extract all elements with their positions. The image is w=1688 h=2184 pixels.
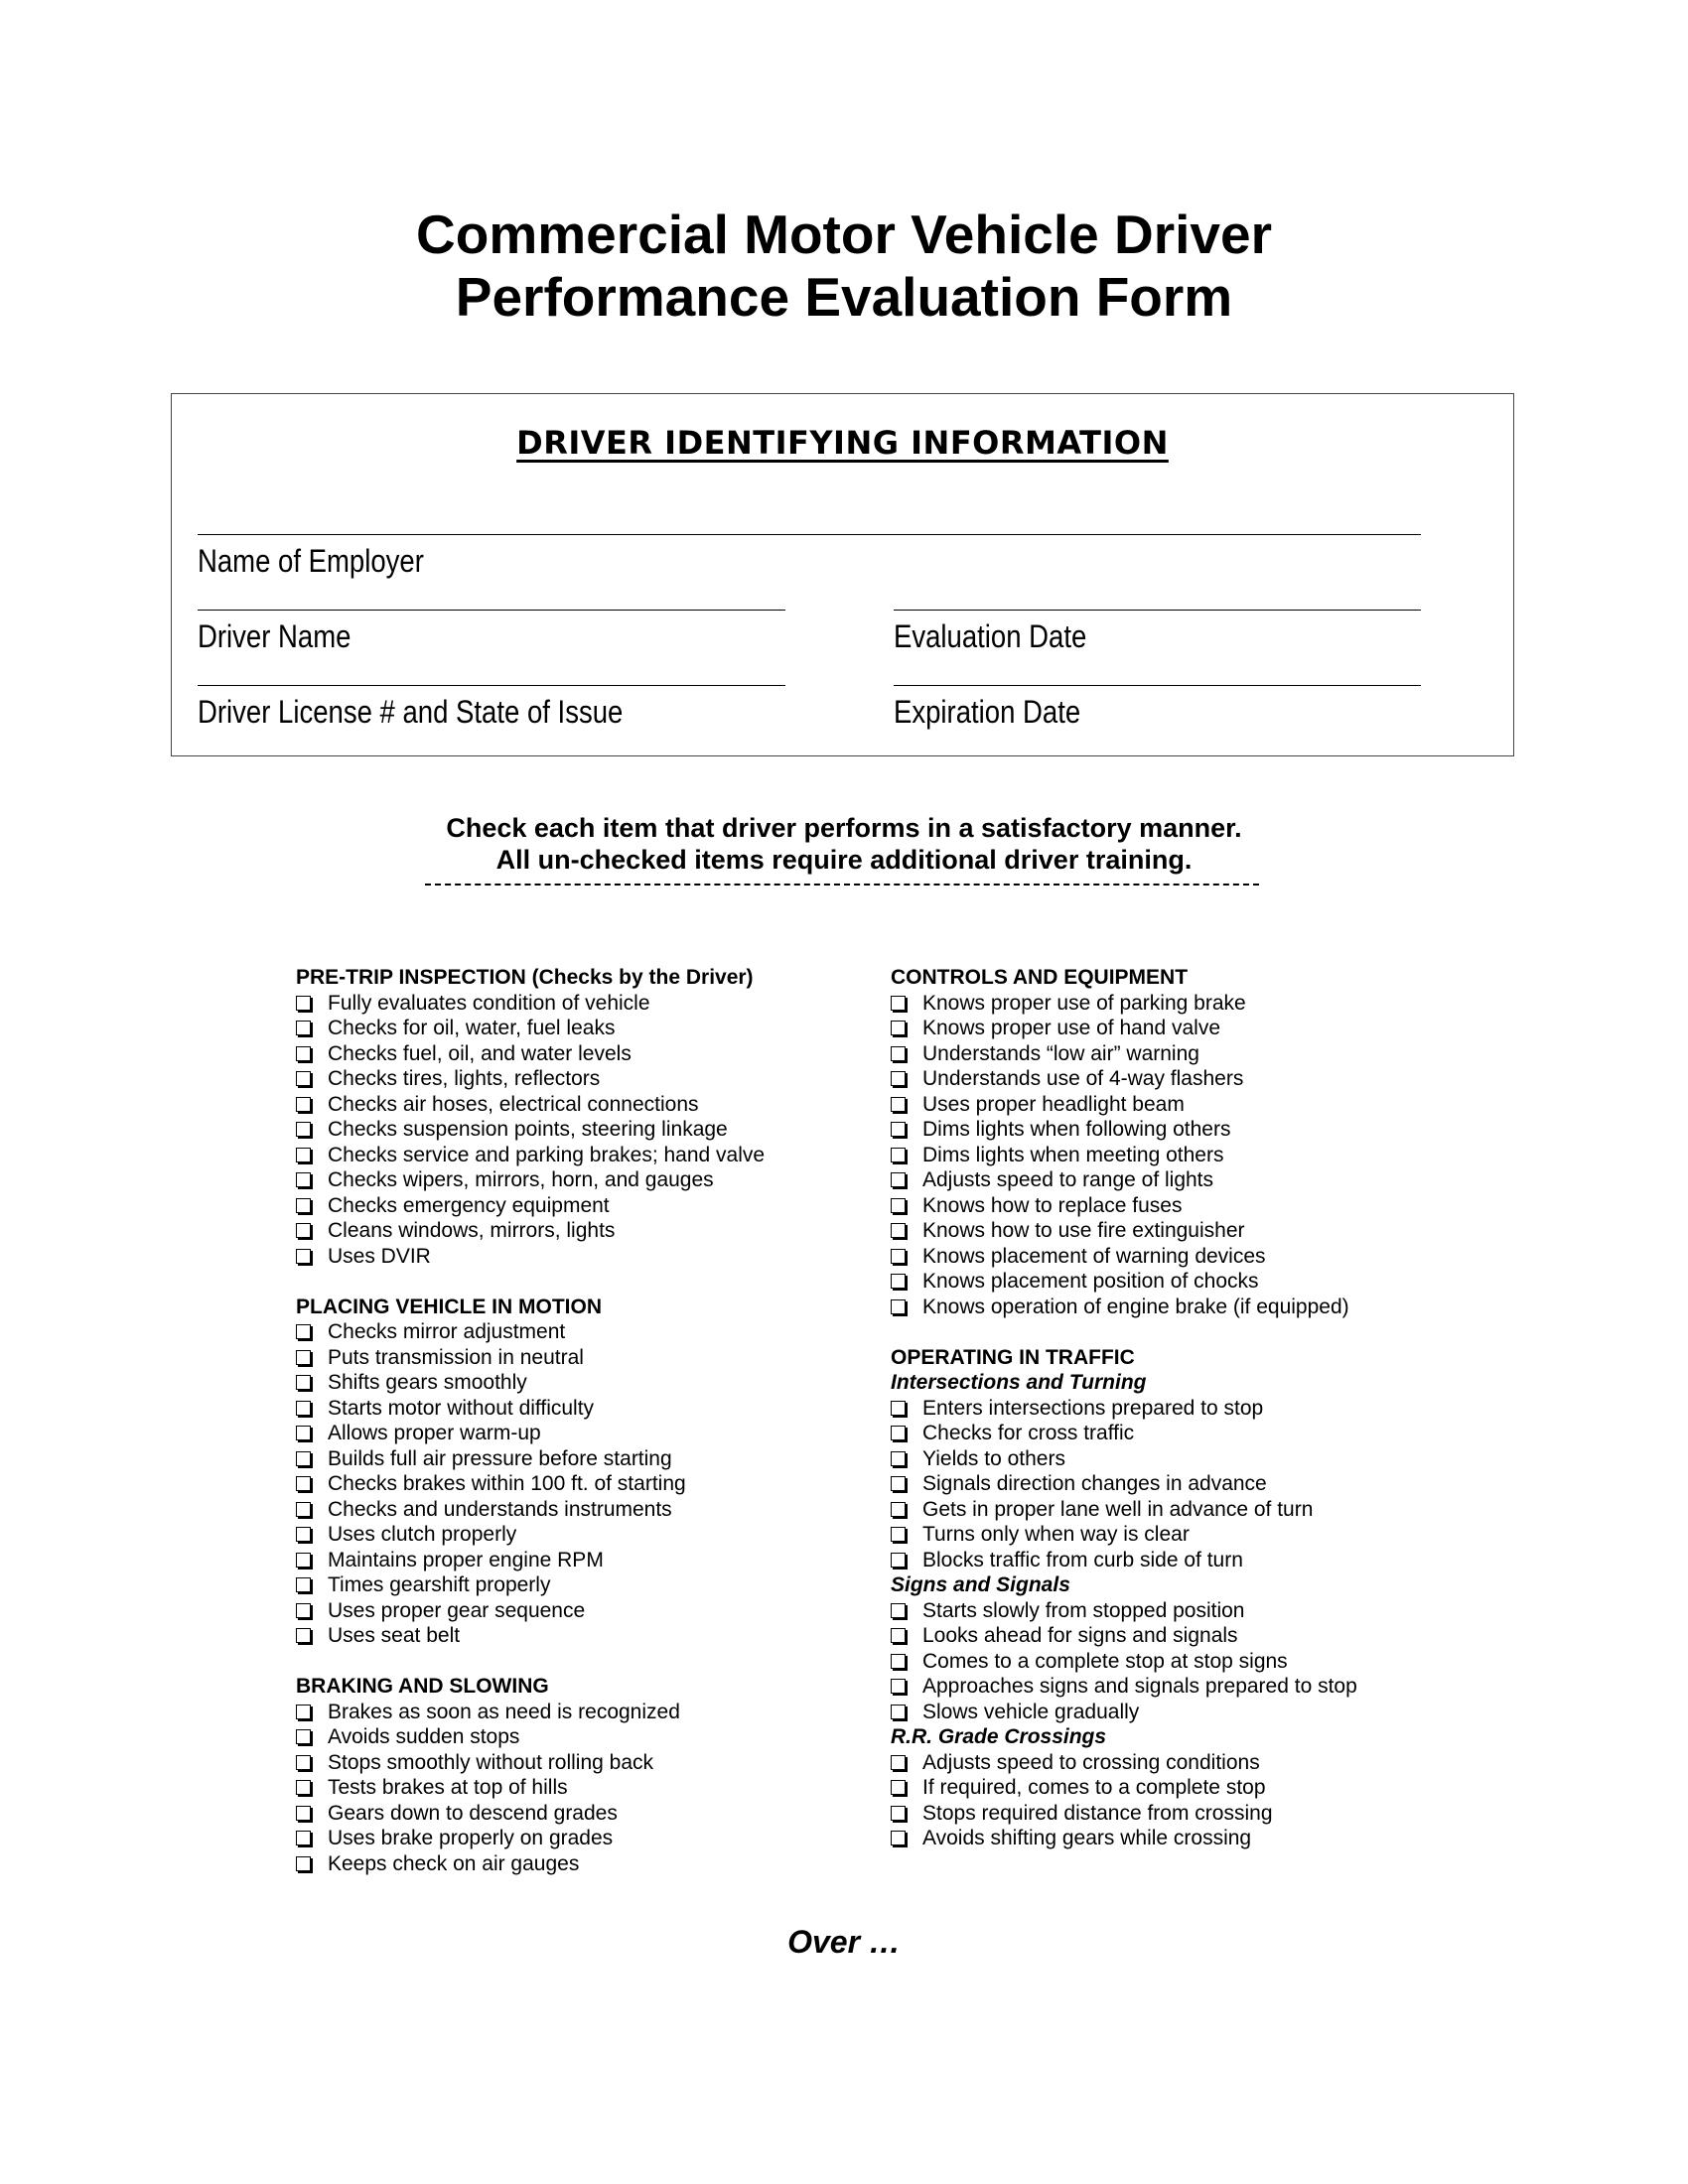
checkbox[interactable] xyxy=(891,1502,906,1517)
license-field[interactable] xyxy=(198,685,785,731)
title-line-2: Performance Evaluation Form xyxy=(455,266,1233,328)
checklist-item[interactable]: Checks wipers, mirrors, horn, and gauges xyxy=(296,1167,765,1193)
checklist-item[interactable]: Slows vehicle gradually xyxy=(891,1700,1357,1725)
checkbox[interactable] xyxy=(891,1274,906,1289)
checklist-item[interactable]: Keeps check on air gauges xyxy=(296,1851,765,1877)
section-title: CONTROLS AND EQUIPMENT xyxy=(891,966,1189,989)
checklist-item[interactable]: Knows placement of warning devices xyxy=(891,1244,1357,1270)
checkbox[interactable] xyxy=(891,1172,906,1187)
license-line[interactable] xyxy=(198,685,785,686)
checklist-item[interactable]: Starts slowly from stopped position xyxy=(891,1598,1357,1624)
checkbox[interactable] xyxy=(296,1603,311,1618)
over-footer: Over … xyxy=(787,1924,901,1960)
checklist-item[interactable]: Tests brakes at top of hills xyxy=(296,1775,765,1801)
checklist-item[interactable]: Checks mirror adjustment xyxy=(296,1319,765,1345)
checklist-item[interactable]: Knows how to replace fuses xyxy=(891,1193,1357,1219)
checklist-item[interactable]: Dims lights when following others xyxy=(891,1117,1357,1143)
instructions xyxy=(0,812,1688,876)
checklist-item[interactable]: Checks air hoses, electrical connections xyxy=(296,1092,765,1118)
checklist-item[interactable]: Builds full air pressure before starting xyxy=(296,1446,765,1472)
checklist-item[interactable]: Checks and understands instruments xyxy=(296,1497,765,1523)
checklist-item[interactable]: Knows proper use of parking brake xyxy=(891,991,1357,1017)
checklist-item[interactable]: Brakes as soon as need is recognized xyxy=(296,1700,765,1725)
checkbox[interactable] xyxy=(296,1172,311,1187)
checkbox[interactable] xyxy=(296,1502,311,1517)
checklist-item[interactable]: Adjusts speed to crossing conditions xyxy=(891,1750,1357,1776)
checkbox[interactable] xyxy=(891,1806,906,1821)
subsection-title: R.R. Grade Crossings xyxy=(891,1725,1107,1748)
checklist-item[interactable]: Cleans windows, mirrors, lights xyxy=(296,1218,765,1244)
checklist-item[interactable]: Approaches signs and signals prepared to stop xyxy=(891,1674,1357,1700)
driver-name-line[interactable] xyxy=(198,610,785,611)
license-label: Driver License # and State of Issue xyxy=(198,694,624,730)
driver-info-box xyxy=(171,393,1514,756)
section-title: BRAKING AND SLOWING xyxy=(296,1675,549,1698)
checkbox[interactable] xyxy=(296,1223,311,1238)
checkbox[interactable] xyxy=(296,1324,311,1339)
checklist-item[interactable]: Knows operation of engine brake (if equipped) xyxy=(891,1295,1357,1320)
checklist-item[interactable]: Checks for cross traffic xyxy=(891,1421,1357,1446)
instructions-line-1: Check each item that driver performs in a satisfactory manner. xyxy=(446,813,1242,843)
expiration-date-field[interactable] xyxy=(894,685,1421,731)
checkbox[interactable] xyxy=(296,1046,311,1061)
driver-name-field[interactable] xyxy=(198,610,785,655)
checklist-item[interactable]: Knows placement position of chocks xyxy=(891,1269,1357,1295)
instructions-line-2: All un-checked items require additional driver training. xyxy=(495,845,1193,875)
checkbox[interactable] xyxy=(296,1729,311,1744)
checkbox[interactable] xyxy=(296,1831,311,1845)
checklist-item[interactable]: Signals direction changes in advance xyxy=(891,1471,1357,1497)
checklist-item[interactable]: Uses DVIR xyxy=(296,1244,765,1270)
section-title: PRE-TRIP INSPECTION (Checks by the Driver) xyxy=(296,966,754,989)
checklist-item[interactable]: Checks fuel, oil, and water levels xyxy=(296,1041,765,1067)
checkbox[interactable] xyxy=(296,1426,311,1440)
checkbox[interactable] xyxy=(891,1679,906,1694)
checklist-item[interactable]: Puts transmission in neutral xyxy=(296,1345,765,1371)
checkbox[interactable] xyxy=(891,1021,906,1035)
checkbox[interactable] xyxy=(891,1223,906,1238)
checkbox[interactable] xyxy=(891,1755,906,1770)
checklist-item[interactable]: Gets in proper lane well in advance of turn xyxy=(891,1497,1357,1523)
title-line-1: Commercial Motor Vehicle Driver xyxy=(416,204,1272,265)
checklist-item[interactable]: Yields to others xyxy=(891,1446,1357,1472)
right-column xyxy=(891,965,1357,1876)
subsection-title: Intersections and Turning xyxy=(891,1371,1147,1394)
checkbox[interactable] xyxy=(891,1654,906,1669)
checklist-item[interactable]: Shifts gears smoothly xyxy=(296,1370,765,1396)
checkbox[interactable] xyxy=(891,1527,906,1542)
checklist-item[interactable]: If required, comes to a complete stop xyxy=(891,1775,1357,1801)
checkbox[interactable] xyxy=(891,1046,906,1061)
checklist-item[interactable]: Stops smoothly without rolling back xyxy=(296,1750,765,1776)
pre-trip-section xyxy=(296,965,765,1269)
form-title xyxy=(0,204,1688,329)
checklist-item[interactable]: Uses brake properly on grades xyxy=(296,1826,765,1851)
checkbox[interactable] xyxy=(891,996,906,1011)
checklist-item[interactable]: Blocks traffic from curb side of turn xyxy=(891,1548,1357,1573)
expiration-date-label: Expiration Date xyxy=(894,694,1081,730)
section-title: PLACING VEHICLE IN MOTION xyxy=(296,1295,603,1318)
section-title: OPERATING IN TRAFFIC xyxy=(891,1345,1135,1369)
driver-name-label: Driver Name xyxy=(198,618,352,654)
employer-field[interactable] xyxy=(198,534,1421,580)
evaluation-date-line[interactable] xyxy=(894,610,1421,611)
checklist-item[interactable]: Turns only when way is clear xyxy=(891,1522,1357,1548)
controls-section xyxy=(891,965,1357,1319)
checkbox[interactable] xyxy=(891,1299,906,1314)
checklist-item[interactable]: Avoids sudden stops xyxy=(296,1724,765,1750)
checkbox[interactable] xyxy=(891,1249,906,1264)
checklist-item[interactable]: Adjusts speed to range of lights xyxy=(891,1167,1357,1193)
checkbox[interactable] xyxy=(296,1527,311,1542)
checkbox[interactable] xyxy=(891,1705,906,1719)
checklist-item[interactable]: Dims lights when meeting others xyxy=(891,1143,1357,1168)
checklist-item[interactable]: Knows proper use of hand valve xyxy=(891,1016,1357,1041)
driver-info-heading: DRIVER IDENTIFYING INFORMATION xyxy=(516,424,1169,462)
checklist-item[interactable]: Knows how to use fire extinguisher xyxy=(891,1218,1357,1244)
checkbox[interactable] xyxy=(891,1603,906,1618)
checkbox[interactable] xyxy=(296,1856,311,1871)
checkbox[interactable] xyxy=(891,1628,906,1643)
checklist-item[interactable]: Times gearshift properly xyxy=(296,1572,765,1598)
evaluation-date-label: Evaluation Date xyxy=(894,618,1087,654)
checkbox[interactable] xyxy=(296,1806,311,1821)
checklist-item[interactable]: Avoids shifting gears while crossing xyxy=(891,1826,1357,1851)
checklist-item[interactable]: Uses clutch properly xyxy=(296,1522,765,1548)
checkbox[interactable] xyxy=(296,1097,311,1112)
checkbox[interactable] xyxy=(891,1148,906,1162)
checklist-item[interactable]: Checks brakes within 100 ft. of starting xyxy=(296,1471,765,1497)
checklist-item[interactable]: Enters intersections prepared to stop xyxy=(891,1396,1357,1422)
checkbox[interactable] xyxy=(296,1249,311,1264)
checklist-item[interactable]: Comes to a complete stop at stop signs xyxy=(891,1649,1357,1675)
checklist-item[interactable]: Checks service and parking brakes; hand valve xyxy=(296,1143,765,1168)
checklist-item[interactable]: Uses proper headlight beam xyxy=(891,1092,1357,1118)
checkbox[interactable] xyxy=(296,1375,311,1390)
employer-line[interactable] xyxy=(198,534,1421,535)
checkbox[interactable] xyxy=(891,1426,906,1440)
checklist-item[interactable]: Understands “low air” warning xyxy=(891,1041,1357,1067)
placing-vehicle-section xyxy=(296,1295,765,1649)
checkbox[interactable] xyxy=(296,1705,311,1719)
checkbox[interactable] xyxy=(296,1780,311,1795)
checkbox[interactable] xyxy=(891,1831,906,1845)
checklist-item[interactable]: Uses proper gear sequence xyxy=(296,1598,765,1624)
checkbox[interactable] xyxy=(891,1553,906,1568)
checkbox[interactable] xyxy=(891,1780,906,1795)
checkbox[interactable] xyxy=(296,1577,311,1592)
checkbox[interactable] xyxy=(296,1122,311,1137)
checkbox[interactable] xyxy=(891,1476,906,1491)
checkbox[interactable] xyxy=(296,1476,311,1491)
traffic-section xyxy=(891,1345,1357,1851)
checkbox[interactable] xyxy=(296,996,311,1011)
checklist-item[interactable]: Gears down to descend grades xyxy=(296,1801,765,1827)
checklist-item[interactable]: Looks ahead for signs and signals xyxy=(891,1623,1357,1649)
checkbox[interactable] xyxy=(891,1451,906,1466)
checklist-item[interactable]: Understands use of 4-way flashers xyxy=(891,1066,1357,1092)
checkbox[interactable] xyxy=(891,1122,906,1137)
checklist-item[interactable]: Stops required distance from crossing xyxy=(891,1801,1357,1827)
checklist-item[interactable]: Uses seat belt xyxy=(296,1623,765,1649)
expiration-date-line[interactable] xyxy=(894,685,1421,686)
checkbox[interactable] xyxy=(296,1198,311,1213)
checkbox[interactable] xyxy=(296,1071,311,1086)
checkbox[interactable] xyxy=(891,1097,906,1112)
evaluation-date-field[interactable] xyxy=(894,610,1421,655)
checklist-item[interactable]: Maintains proper engine RPM xyxy=(296,1548,765,1573)
checklist-item[interactable]: Allows proper warm-up xyxy=(296,1421,765,1446)
checkbox[interactable] xyxy=(891,1198,906,1213)
checkbox[interactable] xyxy=(891,1071,906,1086)
checkbox[interactable] xyxy=(296,1401,311,1416)
employer-label: Name of Employer xyxy=(198,543,424,579)
checkbox[interactable] xyxy=(296,1553,311,1568)
dashed-divider xyxy=(425,884,1259,886)
checkbox[interactable] xyxy=(891,1401,906,1416)
subsection-title: Signs and Signals xyxy=(891,1573,1070,1596)
checkbox[interactable] xyxy=(296,1021,311,1035)
checkbox[interactable] xyxy=(296,1350,311,1365)
checklist-item[interactable]: Checks suspension points, steering linkage xyxy=(296,1117,765,1143)
checkbox[interactable] xyxy=(296,1148,311,1162)
checklist-item[interactable]: Checks for oil, water, fuel leaks xyxy=(296,1016,765,1041)
checklist-item[interactable]: Checks emergency equipment xyxy=(296,1193,765,1219)
checkbox[interactable] xyxy=(296,1628,311,1643)
braking-section xyxy=(296,1674,765,1876)
checklist-item[interactable]: Checks tires, lights, reflectors xyxy=(296,1066,765,1092)
left-column xyxy=(296,965,765,1902)
checklist-item[interactable]: Starts motor without difficulty xyxy=(296,1396,765,1422)
checklist-item[interactable]: Fully evaluates condition of vehicle xyxy=(296,991,765,1017)
checkbox[interactable] xyxy=(296,1755,311,1770)
checkbox[interactable] xyxy=(296,1451,311,1466)
